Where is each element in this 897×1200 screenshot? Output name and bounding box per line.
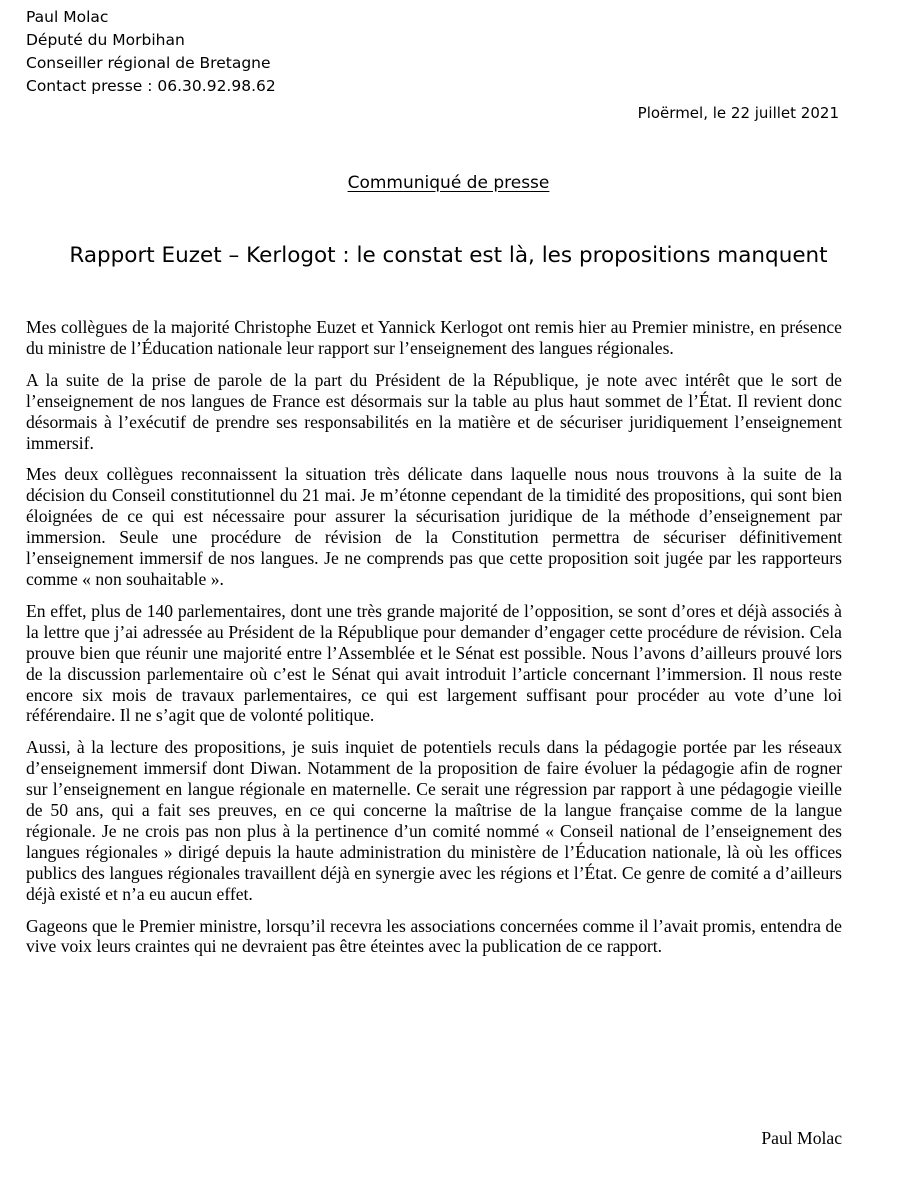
place-date: Ploërmel, le 22 juillet 2021 (637, 104, 839, 122)
sender-block (26, 6, 276, 98)
paragraph: Gageons que le Premier ministre, lorsqu’il recevra les associations concernées comme il l’avait promis, entendra de vive voix leurs craintes qui ne devraient pas être éteintes avec la publication de ce rapport. (26, 915, 842, 957)
paragraph: A la suite de la prise de parole de la part du Président de la République, je note avec intérêt que le sort de l’enseignement de nos langues de France est désormais sur la table au plus haut sommet de l’État. Il revient donc désormais à l’exécutif de prendre ses responsabilités en la matière et de sécuriser juridiquement l’enseignement immersif. (26, 369, 842, 453)
sender-name: Paul Molac (26, 8, 109, 26)
sender-role: Député du Morbihan (26, 31, 185, 49)
paragraph: Aussi, à la lecture des propositions, je suis inquiet de potentiels reculs dans la pédagogie portée par les réseaux d’enseignement immersif dont Diwan. Notamment de la proposition de faire évoluer la pédagogie afin de rogner sur l’enseignement en langue régionale en maternelle. Ce serait une régression par rapport à une pédagogie vieille de 50 ans, qui a fait ses preuves, en ce qui concerne la maîtrise de la langue française comme de la langue régionale. Je ne crois pas non plus à la pertinence d’un comité nommé « Conseil national de l’enseignement des langues régionales » dirigé depuis la haute administration du ministère de l’Éducation nationale, là où les offices publics des langues régionales travaillent déjà en synergie avec les régions et l’État. Ce genre de comité a d’ailleurs déjà existé et n’a eu aucun effet. (26, 737, 842, 904)
paragraph: En effet, plus de 140 parlementaires, dont une très grande majorité de l’opposition, se sont d’ores et déjà associés à la lettre que j’ai adressée au Président de la République pour demander d’engager cette procédure de révision. Cela prouve bien que réunir une majorité entre l’Assemblée et le Sénat est possible. Nous l’avons d’ailleurs prouvé lors de la discussion parlementaire où c’est le Sénat qui avait introduit l’article concernant l’immersion. Il nous reste encore six mois de travaux parlementaires, ce qui est largement suffisant pour procéder au vote d’une loi référendaire. Il ne s’agit que de volonté politique. (26, 600, 842, 726)
document-type-label: Communiqué de presse (347, 173, 550, 193)
sender-contact: Contact presse : 06.30.92.98.62 (26, 77, 276, 95)
document-type-heading (0, 171, 897, 195)
sender-council: Conseiller régional de Bretagne (26, 54, 271, 72)
headline: Rapport Euzet – Kerlogot : le constat est là, les propositions manquent (69, 243, 828, 268)
signature: Paul Molac (761, 1128, 842, 1148)
paragraph: Mes deux collègues reconnaissent la situation très délicate dans laquelle nous nous trouvons à la suite de la décision du Conseil constitutionnel du 21 mai. Je m’étonne cependant de la timidité des propositions, qui sont bien éloignées de ce qui est nécessaire pour assurer la sécurisation juridique de la méthode d’enseignement par immersion. Seule une procédure de révision de la Constitution permettra de sécuriser définitivement l’enseignement immersif de nos langues. Je ne comprends pas que cette proposition soit jugée par les rapporteurs comme « non souhaitable ». (26, 464, 842, 589)
body-text (26, 317, 842, 968)
paragraph: Mes collègues de la majorité Christophe Euzet et Yannick Kerlogot ont remis hier au Premier ministre, en présence du ministre de l’Éducation nationale leur rapport sur l’enseignement des langues régionales. (26, 317, 842, 358)
